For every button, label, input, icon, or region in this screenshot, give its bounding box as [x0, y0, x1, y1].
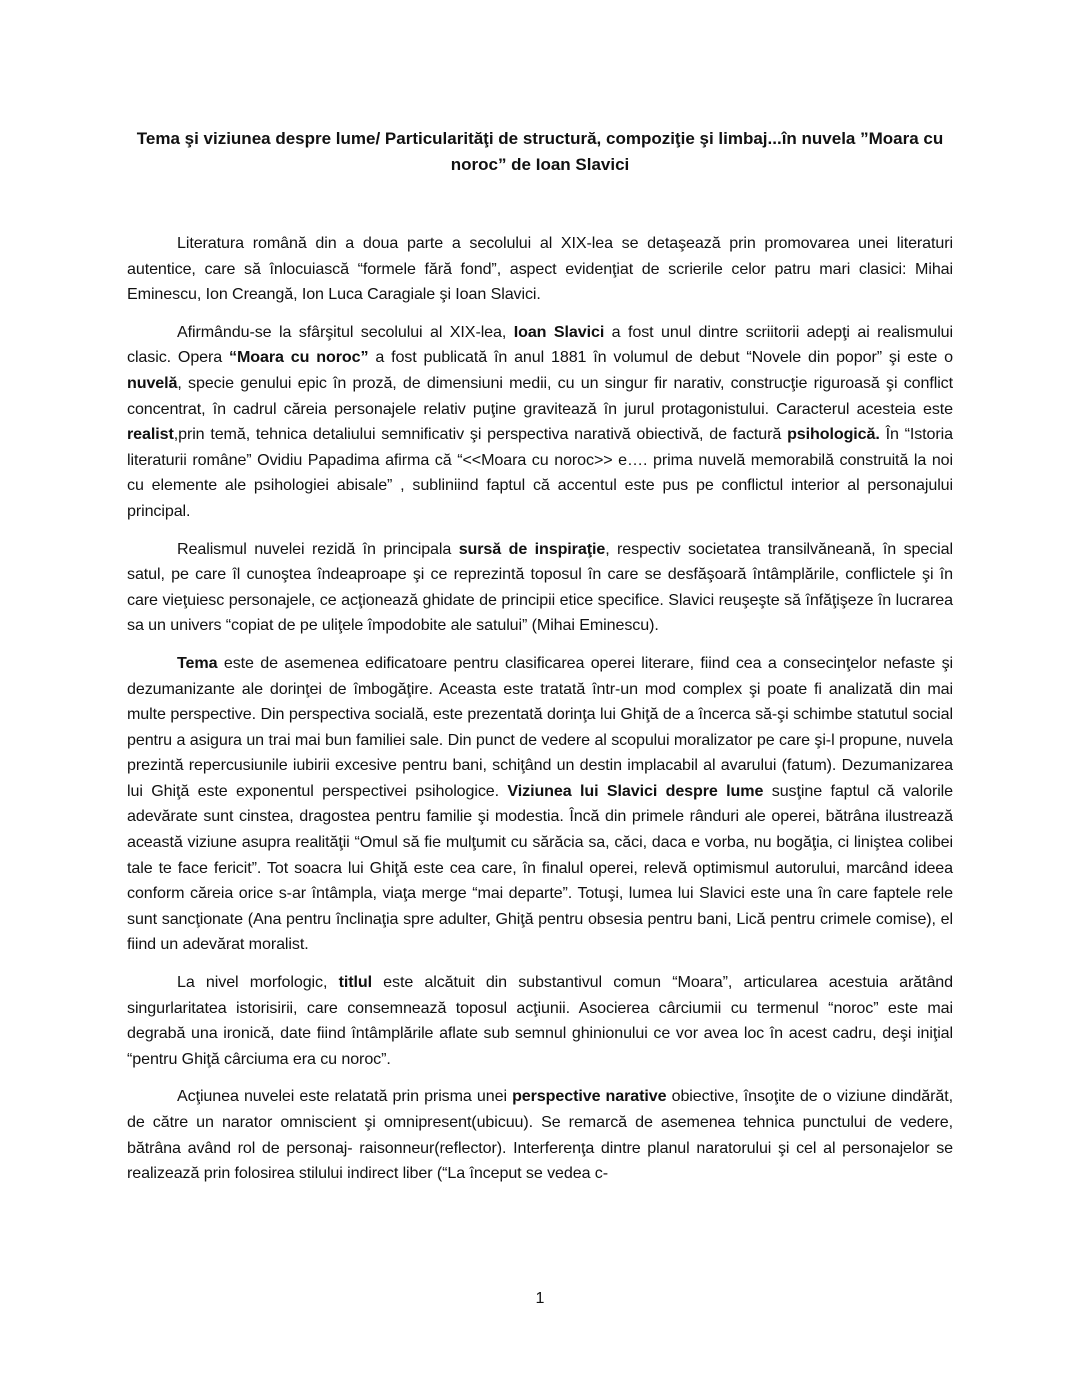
page-number: 1 [535, 1290, 545, 1307]
text-run: a fost unul dintre scriitorii adepţi ai realismului clasic. Opera [127, 322, 954, 367]
text-run: Acţiunea nuvelei este relatată prin prisma unei [177, 1087, 513, 1106]
text-run: obiective, însoţite de o viziune dindărăt, de către un narator omniscient şi omnipresent(ubicuu). Se remarcă de asemenea tehnica punctului de vedere, bătrâna având rol de personaj- raisonneur(reflector). Interferenţa dintre planul naratorului şi cel al personajelor se realizează prin folosirea stilului indirect liber (“La început se vedea c- [127, 1087, 953, 1183]
document-body [127, 231, 953, 1199]
document-title: Tema şi viziunea despre lume/ Particularităţi de structură, compoziţie şi limbaj...în nuvela ”Moara cu noroc” de Ioan Slavici [136, 129, 944, 174]
bold-text: Viziunea lui Slavici despre lume [507, 781, 764, 800]
paragraph [127, 1084, 953, 1186]
bold-text: nuvelă [127, 373, 178, 392]
bold-text: titlul [338, 973, 372, 992]
paragraph [127, 651, 953, 958]
bold-text: Tema [177, 653, 218, 672]
text-run: este alcătuit din substantivul comun “Moara”, articularea acestuia arătând singurlaritatea istorisirii, care consemnează toposul acţiunii. Asocierea cârciumii cu termenul “noroc” este mai degrabă una ironică, date fiind întâmplările aflate sub semnul ghinionului ce vor avea loc în acest cadru, deşi iniţial “pentru Ghiţă cârciuma era cu noroc”. [127, 973, 953, 1068]
text-run: Realismul nuvelei rezidă în principala [177, 539, 459, 558]
bold-text: sursă de inspiraţie [458, 539, 606, 558]
text-run: Afirmându-se la sfârşitul secolului al XIX-lea, [177, 322, 514, 341]
paragraph [127, 537, 953, 639]
bold-text: realist [127, 425, 174, 444]
text-run: susţine faptul că valorile adevărate sunt cinstea, dragostea pentru familie şi modestia. Încă din primele rânduri ale operei, bătrâna ilustrează această viziune asupra realităţii “Omul să fie mulţumit cu sărăcia sa, căci, daca e vorba, nu bogăţia, ci liniştea colibei tale te face fericit”. Tot soacra lui Ghiţă este cea care, în finalul operei, relevă optimismul autorului, marcând ideea conform căreia orice s-ar întâmpla, viaţa merge “mai departe”. Totuşi, lumea lui Slavici este una în care faptele rele sunt sancţionate (Ana pentru înclinaţia spre adulter, Ghiţă pentru obsesia pentru bani, Lică pentru crimele comise), el fiind un adevărat moralist. [127, 781, 953, 954]
bold-text: Ioan Slavici [513, 322, 605, 341]
paragraph [127, 231, 953, 308]
text-run: Literatura română din a doua parte a secolului al XIX-lea se detaşează prin promovarea unei literaturi autentice, care să înlocuiască “formele fără fond”, aspect evidenţiat de scrierile celor patru mari clasici: Mihai Eminescu, Ion Creangă, Ion Luca Caragiale şi Ioan Slavici. [127, 234, 953, 304]
text-run: este de asemenea edificatoare pentru clasificarea operei literare, fiind cea a consecinţelor nefaste şi dezumanizante ale dorinţei de îmbogăţire. Aceasta este tratată într-un mod complex şi poate fi analizată din mai multe perspective. Din perspectiva socială, este prezentată dorinţa lui Ghiţă de a încerca să-şi schimbe statutul social pentru a asigura un trai mai bun familiei sale. Din punct de vedere al scopului moralizator pe care şi-l propune, nuvela prezintă repercusiunile iubirii excesive pentru bani, schiţând un destin implacabil al avarului (fatum). Dezumanizarea lui Ghiţă este exponentul perspectivei psihologice. [127, 653, 953, 800]
text-run: , respectiv societatea transilvăneană, în special satul, pe care îl cunoştea îndeaproape şi ce reprezintă toposul în care se desfăşoară întâmplările, conflictele şi în care vieţuiesc personajele, ce acţionează ghidate de principii etice specifice. Slavici reuşeşte să înfăţişeze în lucrarea sa un univers “copiat de pe uliţele împodobite ale satului” (Mihai Eminescu). [127, 539, 953, 635]
text-run: La nivel morfologic, [177, 973, 339, 992]
text-run: a fost publicată în anul 1881 în volumul de debut “Novele din popor” şi este o [368, 348, 953, 367]
paragraph [127, 970, 953, 1072]
text-run: , specie genului epic în proză, de dimensiuni medii, cu un singur fir narativ, construcţie riguroasă şi conflict concentrat, în cadrul căreia personajele relativ puţine gravitează în jurul protagonistului. Caracterul acesteia este [127, 373, 953, 418]
bold-text: “Moara cu noroc” [229, 348, 369, 367]
bold-text: perspective narative [512, 1087, 667, 1106]
text-run: ,prin temă, tehnica detaliului semnificativ şi perspectiva narativă obiectivă, de factură [173, 425, 788, 444]
text-run: În “Istoria literaturii române” Ovidiu Papadima afirma că “<<Moara cu noroc>> e…. prima nuvelă memorabilă construită la noi cu elemente ale psihologiei abisale” , subliniind faptul că accentul este pus pe conflictul interior al personajului principal. [127, 425, 953, 520]
paragraph [127, 320, 953, 525]
bold-text: psihologică. [787, 425, 880, 444]
